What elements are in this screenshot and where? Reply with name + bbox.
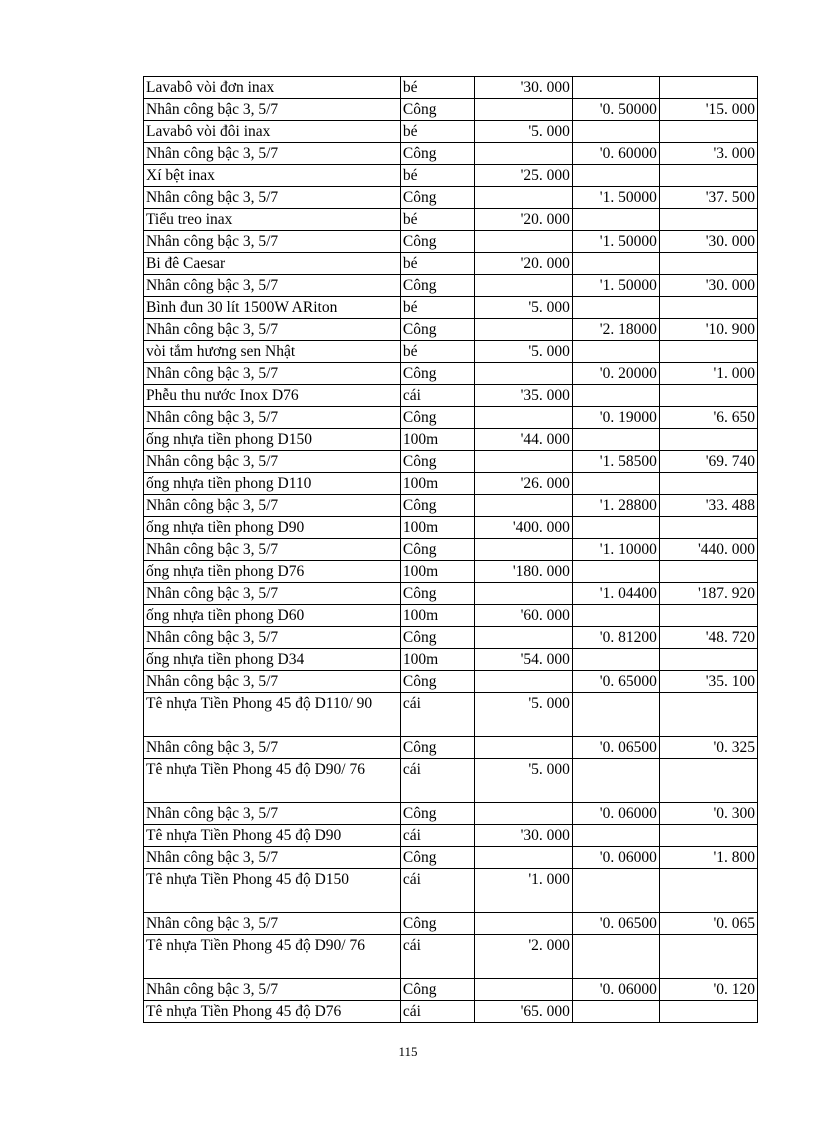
coefficient-cell bbox=[572, 935, 659, 979]
quantity-cell bbox=[474, 451, 572, 473]
amount-cell bbox=[659, 759, 757, 803]
amount-cell bbox=[659, 165, 757, 187]
coefficient-cell: '0. 60000 bbox=[572, 143, 659, 165]
item-name-cell: Bi đê Caesar bbox=[144, 253, 401, 275]
table-row bbox=[144, 539, 758, 561]
table-row bbox=[144, 187, 758, 209]
coefficient-cell bbox=[572, 121, 659, 143]
amount-cell: '35. 100 bbox=[659, 671, 757, 693]
quantity-cell: '5. 000 bbox=[474, 297, 572, 319]
item-name-cell: ống nhựa tiền phong D110 bbox=[144, 473, 401, 495]
coefficient-cell bbox=[572, 253, 659, 275]
unit-cell: cái bbox=[400, 385, 474, 407]
table-row bbox=[144, 231, 758, 253]
quantity-cell bbox=[474, 803, 572, 825]
amount-cell: '3. 000 bbox=[659, 143, 757, 165]
item-name-cell: Nhân công bậc 3, 5/7 bbox=[144, 99, 401, 121]
amount-cell bbox=[659, 561, 757, 583]
item-name-cell: ống nhựa tiền phong D76 bbox=[144, 561, 401, 583]
quantity-cell: '5. 000 bbox=[474, 759, 572, 803]
quantity-cell: '400. 000 bbox=[474, 517, 572, 539]
amount-cell bbox=[659, 473, 757, 495]
unit-cell: bé bbox=[400, 209, 474, 231]
coefficient-cell: '1. 50000 bbox=[572, 275, 659, 297]
unit-cell: Công bbox=[400, 979, 474, 1001]
amount-cell: '1. 000 bbox=[659, 363, 757, 385]
quantity-cell: '5. 000 bbox=[474, 121, 572, 143]
unit-cell: Công bbox=[400, 495, 474, 517]
amount-cell: '6. 650 bbox=[659, 407, 757, 429]
materials-table-body bbox=[144, 77, 758, 1023]
item-name-cell: ống nhựa tiền phong D60 bbox=[144, 605, 401, 627]
amount-cell: '440. 000 bbox=[659, 539, 757, 561]
coefficient-cell: '0. 06000 bbox=[572, 847, 659, 869]
quantity-cell: '35. 000 bbox=[474, 385, 572, 407]
table-row bbox=[144, 99, 758, 121]
coefficient-cell: '1. 58500 bbox=[572, 451, 659, 473]
table-row bbox=[144, 803, 758, 825]
coefficient-cell bbox=[572, 649, 659, 671]
item-name-cell: Xí bệt inax bbox=[144, 165, 401, 187]
quantity-cell bbox=[474, 737, 572, 759]
table-row bbox=[144, 143, 758, 165]
item-name-cell: Tê nhựa Tiền Phong 45 độ D76 bbox=[144, 1001, 401, 1023]
coefficient-cell: '2. 18000 bbox=[572, 319, 659, 341]
quantity-cell: '65. 000 bbox=[474, 1001, 572, 1023]
quantity-cell bbox=[474, 627, 572, 649]
item-name-cell: Nhân công bậc 3, 5/7 bbox=[144, 495, 401, 517]
unit-cell: bé bbox=[400, 121, 474, 143]
table-row bbox=[144, 737, 758, 759]
coefficient-cell: '1. 50000 bbox=[572, 231, 659, 253]
item-name-cell: Nhân công bậc 3, 5/7 bbox=[144, 847, 401, 869]
quantity-cell bbox=[474, 979, 572, 1001]
amount-cell bbox=[659, 253, 757, 275]
table-row bbox=[144, 297, 758, 319]
quantity-cell bbox=[474, 671, 572, 693]
table-row bbox=[144, 517, 758, 539]
amount-cell bbox=[659, 209, 757, 231]
unit-cell: Công bbox=[400, 143, 474, 165]
coefficient-cell: '1. 50000 bbox=[572, 187, 659, 209]
coefficient-cell: '1. 10000 bbox=[572, 539, 659, 561]
quantity-cell: '30. 000 bbox=[474, 77, 572, 99]
table-row bbox=[144, 363, 758, 385]
item-name-cell: Nhân công bậc 3, 5/7 bbox=[144, 913, 401, 935]
coefficient-cell: '0. 06000 bbox=[572, 979, 659, 1001]
table-row bbox=[144, 451, 758, 473]
coefficient-cell bbox=[572, 341, 659, 363]
quantity-cell: '1. 000 bbox=[474, 869, 572, 913]
amount-cell bbox=[659, 385, 757, 407]
unit-cell: bé bbox=[400, 341, 474, 363]
table-row bbox=[144, 253, 758, 275]
item-name-cell: Tiểu treo inax bbox=[144, 209, 401, 231]
quantity-cell: '180. 000 bbox=[474, 561, 572, 583]
page-number: 115 bbox=[398, 1044, 418, 1059]
amount-cell bbox=[659, 605, 757, 627]
quantity-cell: '5. 000 bbox=[474, 693, 572, 737]
amount-cell bbox=[659, 1001, 757, 1023]
item-name-cell: Nhân công bậc 3, 5/7 bbox=[144, 583, 401, 605]
coefficient-cell bbox=[572, 693, 659, 737]
amount-cell: '0. 065 bbox=[659, 913, 757, 935]
item-name-cell: Nhân công bậc 3, 5/7 bbox=[144, 451, 401, 473]
quantity-cell: '54. 000 bbox=[474, 649, 572, 671]
coefficient-cell bbox=[572, 825, 659, 847]
item-name-cell: Nhân công bậc 3, 5/7 bbox=[144, 737, 401, 759]
table-row bbox=[144, 605, 758, 627]
table-row bbox=[144, 935, 758, 979]
unit-cell: Công bbox=[400, 231, 474, 253]
quantity-cell: '20. 000 bbox=[474, 253, 572, 275]
item-name-cell: Nhân công bậc 3, 5/7 bbox=[144, 363, 401, 385]
amount-cell bbox=[659, 297, 757, 319]
amount-cell: '0. 120 bbox=[659, 979, 757, 1001]
item-name-cell: Nhân công bậc 3, 5/7 bbox=[144, 979, 401, 1001]
table-row bbox=[144, 979, 758, 1001]
coefficient-cell bbox=[572, 473, 659, 495]
table-row bbox=[144, 583, 758, 605]
unit-cell: Công bbox=[400, 319, 474, 341]
table-row bbox=[144, 429, 758, 451]
amount-cell bbox=[659, 693, 757, 737]
item-name-cell: Nhân công bậc 3, 5/7 bbox=[144, 539, 401, 561]
table-row bbox=[144, 693, 758, 737]
unit-cell: bé bbox=[400, 297, 474, 319]
table-row bbox=[144, 319, 758, 341]
coefficient-cell: '0. 50000 bbox=[572, 99, 659, 121]
coefficient-cell: '0. 19000 bbox=[572, 407, 659, 429]
quantity-cell bbox=[474, 319, 572, 341]
table-row bbox=[144, 77, 758, 99]
amount-cell bbox=[659, 429, 757, 451]
item-name-cell: Nhân công bậc 3, 5/7 bbox=[144, 803, 401, 825]
amount-cell bbox=[659, 825, 757, 847]
unit-cell: Công bbox=[400, 913, 474, 935]
item-name-cell: vòi tắm hương sen Nhật bbox=[144, 341, 401, 363]
unit-cell: Công bbox=[400, 363, 474, 385]
unit-cell: cái bbox=[400, 759, 474, 803]
coefficient-cell bbox=[572, 869, 659, 913]
table-row bbox=[144, 209, 758, 231]
coefficient-cell bbox=[572, 759, 659, 803]
quantity-cell: '26. 000 bbox=[474, 473, 572, 495]
coefficient-cell bbox=[572, 1001, 659, 1023]
amount-cell: '10. 900 bbox=[659, 319, 757, 341]
coefficient-cell: '0. 06500 bbox=[572, 913, 659, 935]
unit-cell: 100m bbox=[400, 473, 474, 495]
table-row bbox=[144, 649, 758, 671]
item-name-cell: Nhân công bậc 3, 5/7 bbox=[144, 143, 401, 165]
table-row bbox=[144, 121, 758, 143]
coefficient-cell: '0. 81200 bbox=[572, 627, 659, 649]
unit-cell: cái bbox=[400, 869, 474, 913]
amount-cell: '187. 920 bbox=[659, 583, 757, 605]
amount-cell: '1. 800 bbox=[659, 847, 757, 869]
item-name-cell: Lavabô vòi đôi inax bbox=[144, 121, 401, 143]
unit-cell: Công bbox=[400, 737, 474, 759]
table-row bbox=[144, 561, 758, 583]
unit-cell: Công bbox=[400, 803, 474, 825]
unit-cell: Công bbox=[400, 407, 474, 429]
unit-cell: bé bbox=[400, 77, 474, 99]
unit-cell: cái bbox=[400, 1001, 474, 1023]
coefficient-cell: '0. 06000 bbox=[572, 803, 659, 825]
quantity-cell bbox=[474, 275, 572, 297]
table-row bbox=[144, 385, 758, 407]
quantity-cell bbox=[474, 583, 572, 605]
quantity-cell: '5. 000 bbox=[474, 341, 572, 363]
item-name-cell: Nhân công bậc 3, 5/7 bbox=[144, 231, 401, 253]
unit-cell: bé bbox=[400, 165, 474, 187]
unit-cell: bé bbox=[400, 253, 474, 275]
item-name-cell: Nhân công bậc 3, 5/7 bbox=[144, 407, 401, 429]
table-row bbox=[144, 165, 758, 187]
item-name-cell: Tê nhựa Tiền Phong 45 độ D110/ 90 bbox=[144, 693, 401, 737]
amount-cell: '15. 000 bbox=[659, 99, 757, 121]
coefficient-cell bbox=[572, 561, 659, 583]
unit-cell: 100m bbox=[400, 605, 474, 627]
quantity-cell bbox=[474, 495, 572, 517]
unit-cell: 100m bbox=[400, 517, 474, 539]
quantity-cell bbox=[474, 363, 572, 385]
item-name-cell: Phễu thu nước Inox D76 bbox=[144, 385, 401, 407]
coefficient-cell bbox=[572, 297, 659, 319]
coefficient-cell: '0. 65000 bbox=[572, 671, 659, 693]
quantity-cell: '44. 000 bbox=[474, 429, 572, 451]
table-row bbox=[144, 275, 758, 297]
amount-cell bbox=[659, 517, 757, 539]
table-row bbox=[144, 671, 758, 693]
amount-cell: '69. 740 bbox=[659, 451, 757, 473]
item-name-cell: Lavabô vòi đơn inax bbox=[144, 77, 401, 99]
amount-cell bbox=[659, 935, 757, 979]
quantity-cell bbox=[474, 407, 572, 429]
amount-cell: '48. 720 bbox=[659, 627, 757, 649]
quantity-cell: '25. 000 bbox=[474, 165, 572, 187]
item-name-cell: Tê nhựa Tiền Phong 45 độ D150 bbox=[144, 869, 401, 913]
amount-cell bbox=[659, 649, 757, 671]
quantity-cell: '60. 000 bbox=[474, 605, 572, 627]
table-row bbox=[144, 495, 758, 517]
table-row bbox=[144, 913, 758, 935]
unit-cell: Công bbox=[400, 583, 474, 605]
table-row bbox=[144, 759, 758, 803]
quantity-cell: '30. 000 bbox=[474, 825, 572, 847]
item-name-cell: Nhân công bậc 3, 5/7 bbox=[144, 671, 401, 693]
amount-cell bbox=[659, 121, 757, 143]
quantity-cell: '20. 000 bbox=[474, 209, 572, 231]
quantity-cell bbox=[474, 913, 572, 935]
table-row bbox=[144, 847, 758, 869]
item-name-cell: ống nhựa tiền phong D34 bbox=[144, 649, 401, 671]
quantity-cell bbox=[474, 143, 572, 165]
amount-cell bbox=[659, 341, 757, 363]
unit-cell: Công bbox=[400, 275, 474, 297]
coefficient-cell bbox=[572, 429, 659, 451]
coefficient-cell bbox=[572, 77, 659, 99]
coefficient-cell bbox=[572, 605, 659, 627]
amount-cell: '0. 300 bbox=[659, 803, 757, 825]
table-row bbox=[144, 1001, 758, 1023]
unit-cell: Công bbox=[400, 99, 474, 121]
amount-cell bbox=[659, 869, 757, 913]
coefficient-cell: '0. 20000 bbox=[572, 363, 659, 385]
item-name-cell: Tê nhựa Tiền Phong 45 độ D90/ 76 bbox=[144, 935, 401, 979]
item-name-cell: Tê nhựa Tiền Phong 45 độ D90 bbox=[144, 825, 401, 847]
item-name-cell: Bình đun 30 lít 1500W ARiton bbox=[144, 297, 401, 319]
quantity-cell: '2. 000 bbox=[474, 935, 572, 979]
amount-cell bbox=[659, 77, 757, 99]
materials-table bbox=[143, 76, 758, 1023]
item-name-cell: Nhân công bậc 3, 5/7 bbox=[144, 187, 401, 209]
unit-cell: Công bbox=[400, 627, 474, 649]
unit-cell: Công bbox=[400, 187, 474, 209]
table-row bbox=[144, 869, 758, 913]
table-row bbox=[144, 341, 758, 363]
unit-cell: cái bbox=[400, 693, 474, 737]
table-row bbox=[144, 627, 758, 649]
table-row bbox=[144, 825, 758, 847]
item-name-cell: Tê nhựa Tiền Phong 45 độ D90/ 76 bbox=[144, 759, 401, 803]
coefficient-cell: '1. 04400 bbox=[572, 583, 659, 605]
unit-cell: 100m bbox=[400, 649, 474, 671]
item-name-cell: Nhân công bậc 3, 5/7 bbox=[144, 319, 401, 341]
unit-cell: cái bbox=[400, 825, 474, 847]
unit-cell: 100m bbox=[400, 429, 474, 451]
table-row bbox=[144, 407, 758, 429]
item-name-cell: ống nhựa tiền phong D90 bbox=[144, 517, 401, 539]
quantity-cell bbox=[474, 539, 572, 561]
quantity-cell bbox=[474, 99, 572, 121]
unit-cell: Công bbox=[400, 671, 474, 693]
item-name-cell: Nhân công bậc 3, 5/7 bbox=[144, 627, 401, 649]
quantity-cell bbox=[474, 231, 572, 253]
item-name-cell: ống nhựa tiền phong D150 bbox=[144, 429, 401, 451]
coefficient-cell bbox=[572, 385, 659, 407]
table-row bbox=[144, 473, 758, 495]
unit-cell: Công bbox=[400, 539, 474, 561]
amount-cell: '0. 325 bbox=[659, 737, 757, 759]
coefficient-cell bbox=[572, 209, 659, 231]
item-name-cell: Nhân công bậc 3, 5/7 bbox=[144, 275, 401, 297]
unit-cell: Công bbox=[400, 451, 474, 473]
coefficient-cell: '0. 06500 bbox=[572, 737, 659, 759]
unit-cell: Công bbox=[400, 847, 474, 869]
amount-cell: '37. 500 bbox=[659, 187, 757, 209]
unit-cell: cái bbox=[400, 935, 474, 979]
quantity-cell bbox=[474, 187, 572, 209]
amount-cell: '30. 000 bbox=[659, 275, 757, 297]
unit-cell: 100m bbox=[400, 561, 474, 583]
coefficient-cell bbox=[572, 165, 659, 187]
coefficient-cell bbox=[572, 517, 659, 539]
amount-cell: '30. 000 bbox=[659, 231, 757, 253]
amount-cell: '33. 488 bbox=[659, 495, 757, 517]
coefficient-cell: '1. 28800 bbox=[572, 495, 659, 517]
quantity-cell bbox=[474, 847, 572, 869]
